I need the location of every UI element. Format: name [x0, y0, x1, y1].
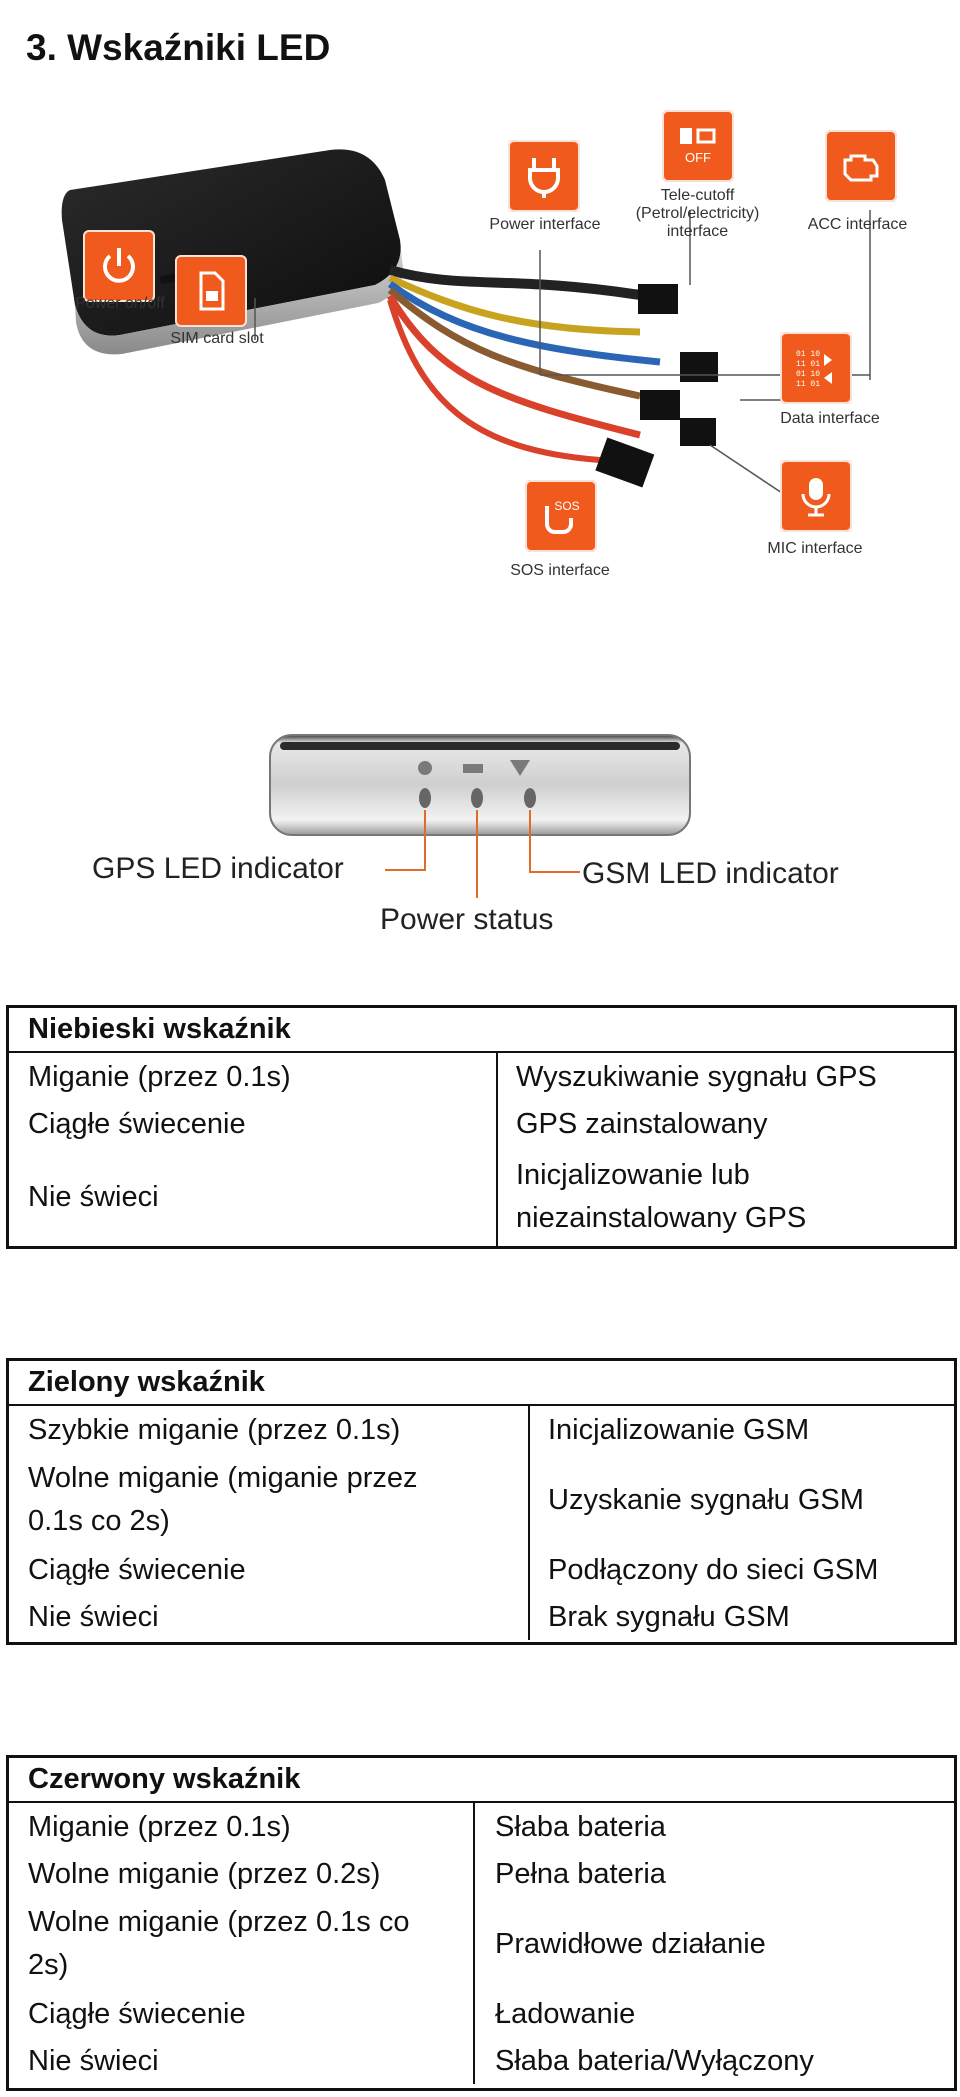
table-cell	[9, 1897, 473, 1990]
gps-led-label: GPS LED indicator	[92, 852, 344, 885]
tele-cutoff-label	[615, 187, 780, 241]
sos-button-icon	[525, 480, 597, 552]
acc-interface-label: ACC interface	[807, 216, 908, 233]
table-cell: Słaba bateria	[495, 1810, 666, 1843]
data-bits-4: 11 01	[796, 380, 821, 389]
table-cell: Nie świeci	[28, 1600, 159, 1633]
battery-icon	[463, 764, 483, 773]
power-status-label: Power status	[380, 903, 554, 936]
section-title: 3. Wskaźniki LED	[26, 26, 331, 68]
table-cell: Pełna bateria	[495, 1857, 666, 1890]
table-cell: Inicjalizowanie GSM	[548, 1413, 810, 1446]
tele-cutoff-label-line2: (Petrol/electricity)	[635, 205, 760, 222]
table-cell	[498, 1147, 877, 1246]
cell-line: Wolne miganie (przez 0.1s co	[28, 1905, 410, 1938]
table-title: Zielony wskaźnik	[9, 1361, 954, 1406]
power-interface-label: Power interface	[489, 216, 601, 233]
table-cell: Nie świeci	[28, 2044, 159, 2077]
tele-cutoff-label-line1: Tele-cutoff	[660, 187, 735, 204]
sim-card-icon	[175, 255, 247, 327]
cell-line: niezainstalowany GPS	[516, 1201, 807, 1234]
cell-line: 2s)	[28, 1948, 69, 1981]
acc-engine-icon	[825, 130, 897, 202]
cell-line: Wolne miganie (miganie przez	[28, 1461, 418, 1494]
mic-interface-label: MIC interface	[767, 540, 863, 557]
sos-interface-label: SOS interface	[510, 562, 610, 579]
table-cell: Słaba bateria/Wyłączony	[495, 2044, 814, 2077]
table-cell: Nie świeci	[28, 1180, 159, 1213]
table-cell: GPS zainstalowany	[516, 1107, 768, 1140]
table-cell: Szybkie miganie (przez 0.1s)	[28, 1413, 401, 1446]
table-cell: Ciągłe świecenie	[28, 1107, 246, 1140]
data-bits-3: 01 10	[796, 370, 821, 379]
table-cell: Brak sygnału GSM	[548, 1600, 790, 1633]
led-panel-figure	[80, 720, 880, 940]
table-cell: Wolne miganie (przez 0.2s)	[28, 1857, 381, 1890]
table-cell: Miganie (przez 0.1s)	[28, 1060, 291, 1093]
data-bits-1: 01 10	[796, 350, 821, 359]
table-cell: Wyszukiwanie sygnału GPS	[516, 1060, 877, 1093]
off-badge: OFF	[685, 150, 711, 165]
table-cell: Ciągłe świecenie	[28, 1997, 246, 2030]
gps-satellite-icon	[418, 761, 432, 775]
table-cell: Miganie (przez 0.1s)	[28, 1810, 291, 1843]
table-cell	[9, 1453, 528, 1546]
table-cell: Prawidłowe działanie	[495, 1927, 766, 1960]
data-interface-icon	[780, 332, 852, 404]
tele-cutoff-label-line3: interface	[666, 223, 729, 240]
data-bits-2: 11 01	[796, 360, 821, 369]
table-cell: Ciągłe świecenie	[28, 1553, 246, 1586]
table-title: Niebieski wskaźnik	[9, 1008, 954, 1053]
table-cell: Ładowanie	[495, 1997, 636, 2030]
blue-indicator-table	[6, 1005, 957, 1249]
gsm-led-label: GSM LED indicator	[582, 857, 839, 890]
cell-line: Inicjalizowanie lub	[516, 1158, 750, 1191]
device-figure	[40, 100, 920, 600]
green-indicator-table	[6, 1358, 957, 1645]
data-interface-label: Data interface	[780, 410, 880, 427]
table-title: Czerwony wskaźnik	[9, 1758, 954, 1803]
power-interface-icon	[508, 140, 580, 212]
table-cell: Podłączony do sieci GSM	[548, 1553, 879, 1586]
table-cell: Uzyskanie sygnału GSM	[548, 1483, 864, 1516]
power-onoff-label: Power on/off	[75, 295, 165, 312]
sim-slot-label: SIM card slot	[170, 330, 264, 347]
power-button-icon	[83, 230, 155, 302]
cell-line: 0.1s co 2s)	[28, 1504, 170, 1537]
red-indicator-table	[6, 1755, 957, 2091]
tele-cutoff-icon	[662, 110, 734, 182]
microphone-icon	[780, 460, 852, 532]
sos-badge: SOS	[554, 499, 580, 513]
